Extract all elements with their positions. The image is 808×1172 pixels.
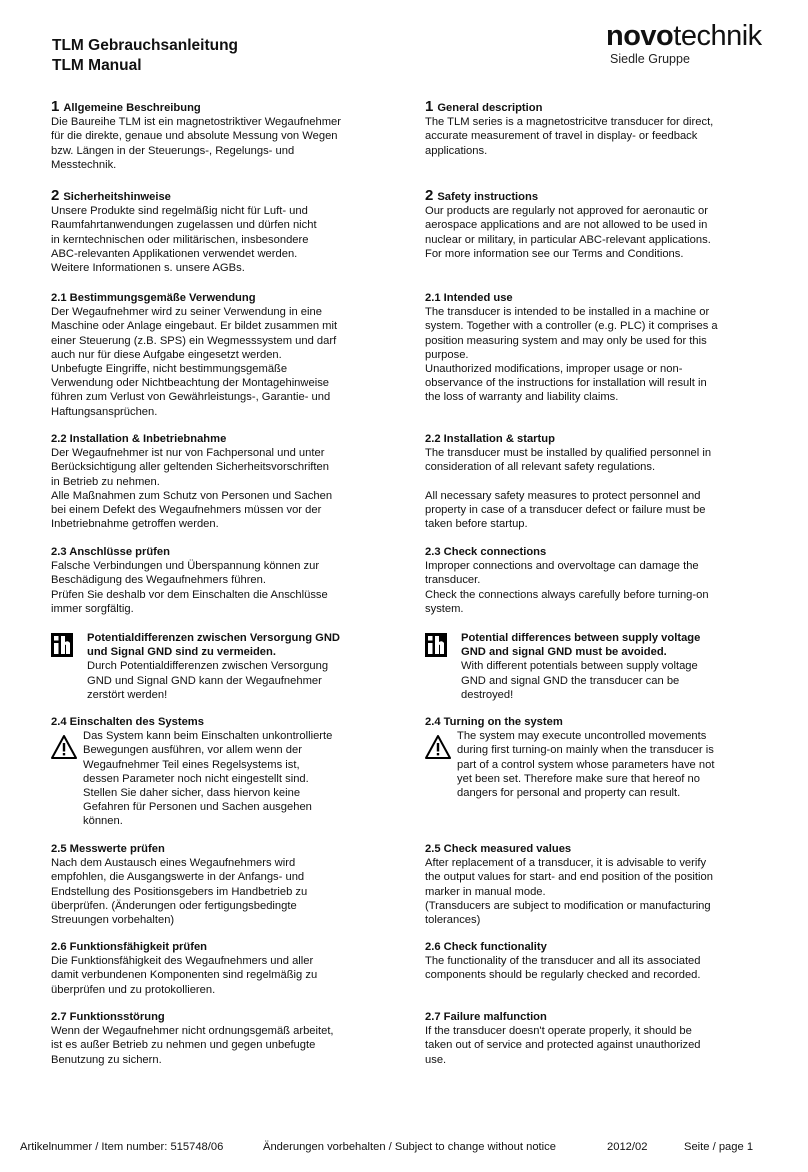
logo-subtitle: Siedle Gruppe <box>610 52 690 66</box>
section-2-4-en <box>425 715 785 800</box>
section-body: Das System kann beim Einschalten unkontrollierte Bewegungen ausführen, vor allem wenn der Wegaufnehmer Teil eines Regelsystems ist, dessen Parameter noch nicht eingestellt sind. Stellen Sie daher sicher, dass hiervon keine Gefahren für Personen und Sachen ausgehen können. <box>83 730 333 828</box>
section-2-4-de <box>51 715 411 829</box>
section-heading: 2.1 Intended use <box>425 292 513 304</box>
section-body: Our products are regularly not approved for aeronautic or aerospace applications and are not allowed to be used in nuclear or military, in particular ABC-relevant applications. For more information see our Terms and Conditions. <box>425 205 711 260</box>
section-1-en <box>425 100 785 158</box>
section-heading: 2.5 Messwerte prüfen <box>51 843 165 855</box>
logo-light: technik <box>673 20 762 52</box>
section-body: Unsere Produkte sind regelmäßig nicht für Luft- und Raumfahrtanwendungen zugelassen und dürfen nicht in kerntechnischen oder militärischen, insbesondere ABC-relevanten Applikationen verwendet werden. Weitere Informationen s. unsere AGBs. <box>51 205 317 275</box>
section-heading: 2.4 Turning on the system <box>425 716 563 728</box>
section-2-7-en <box>425 1010 785 1067</box>
footer-item-number: Artikelnummer / Item number: 515748/06 <box>20 1141 224 1153</box>
section-2-1-en <box>425 291 785 405</box>
section-heading: 2.7 Failure malfunction <box>425 1011 547 1023</box>
section-body: The system may execute uncontrolled movements during first turning-on mainly when the transducer is part of a control system whose parameters have not yet been set. Therefore make sure that hereof no dangers for personal and property can result. <box>457 730 715 800</box>
title-german: TLM Gebrauchsanleitung <box>52 37 239 54</box>
section-2-de <box>51 189 411 275</box>
title-english: TLM Manual <box>52 57 142 74</box>
footer-change-notice: Änderungen vorbehalten / Subject to change without notice <box>263 1141 556 1153</box>
section-heading: 2.3 Anschlüsse prüfen <box>51 546 170 558</box>
warning-icon <box>51 735 77 759</box>
section-body: Improper connections and overvoltage can damage the transducer. Check the connections always carefully before turning-on system. <box>425 560 709 615</box>
section-2-3-de <box>51 545 411 616</box>
logo-bold: novo <box>606 20 674 52</box>
section-heading: 2.7 Funktionsstörung <box>51 1011 165 1023</box>
section-body: Der Wegaufnehmer wird zu seiner Verwendung in eine Maschine oder Anlage eingebaut. Er bildet zusammen mit einer Steuerung (z.B. SPS) ein Wegmesssystem und darf auch nur für diese Aufgabe eingesetzt werden. Unbefugte Eingriffe, nicht bestimmungsgemäße Verwendung oder Nichtbeachtung der Montagehinweise führen zum Verlust von Gewährleistungs-, Garantie- und Haftungsansprüchen. <box>51 306 338 418</box>
page-title <box>52 36 238 76</box>
section-body: Der Wegaufnehmer ist nur von Fachpersonal und unter Berücksichtigung aller geltenden Sicherheitsvorschriften in Betrieb zu nehmen. Alle Maßnahmen zum Schutz von Personen und Sachen bei einem Defekt des Wegaufnehmers müssen vor der Inbetriebnahme getroffen werden. <box>51 447 333 531</box>
section-heading: 2.4 Einschalten des Systems <box>51 716 204 728</box>
section-2-2-en <box>425 432 785 531</box>
section-body: After replacement of a transducer, it is advisable to verify the output values for start- and end position of the position marker in manual mode. (Transducers are subject to modification or manufacturing tolerances) <box>425 857 713 927</box>
section-body: The functionality of the transducer and all its associated components should be regularly checked and recorded. <box>425 955 701 982</box>
section-2-en <box>425 189 785 261</box>
section-2-5-en <box>425 842 785 927</box>
section-heading: 2 Safety instructions <box>425 187 539 204</box>
warning-icon <box>425 735 451 759</box>
info-note-en <box>425 631 785 702</box>
note-body: With different potentials between supply voltage GND and signal GND the transducer can be destroyed! <box>461 660 698 701</box>
section-body: Falsche Verbindungen und Überspannung können zur Beschädigung des Wegaufnehmers führen. Prüfen Sie deshalb vor dem Einschalten die Anschlüsse immer sorgfältig. <box>51 560 328 615</box>
section-heading: 1 General description <box>425 98 543 115</box>
note-title: Potentialdifferenzen zwischen Versorgung GND und Signal GND sind zu vermeiden. <box>87 632 341 659</box>
section-heading: 2.1 Bestimmungsgemäße Verwendung <box>51 292 256 304</box>
section-body: The transducer must be installed by qualified personnel in consideration of all relevant safety regulations. <box>425 447 712 474</box>
note-title: Potential differences between supply voltage GND and signal GND must be avoided. <box>461 632 701 659</box>
section-heading: 1 Allgemeine Beschreibung <box>51 98 201 115</box>
section-body: Die Baureihe TLM ist ein magnetostriktiver Wegaufnehmer für die direkte, genaue und absolute Messung von Wegen bzw. Längen in der Steuerungs-, Regelungs- und Messtechnik. <box>51 116 341 171</box>
company-logo <box>606 20 762 66</box>
info-icon <box>51 633 73 657</box>
section-2-6-de <box>51 940 411 997</box>
note-body: Durch Potentialdifferenzen zwischen Versorgung GND und Signal GND kann der Wegaufnehmer zerstört werden! <box>87 660 329 701</box>
section-heading: 2.2 Installation & startup <box>425 433 555 445</box>
section-body: Die Funktionsfähigkeit des Wegaufnehmers und aller damit verbundenen Komponenten sind regelmäßig zu überprüfen und zu protokollieren. <box>51 955 318 996</box>
section-2-7-de <box>51 1010 411 1067</box>
footer-page-number: Seite / page 1 <box>684 1141 754 1153</box>
section-heading: 2.6 Funktionsfähigkeit prüfen <box>51 941 208 953</box>
info-note-de <box>51 631 411 702</box>
footer-date: 2012/02 <box>607 1141 648 1153</box>
section-heading: 2.2 Installation & Inbetriebnahme <box>51 433 227 445</box>
section-2-5-de <box>51 842 411 927</box>
section-2-6-en <box>425 940 785 983</box>
section-heading: 2.6 Check functionality <box>425 941 547 953</box>
section-2-1-de <box>51 291 411 419</box>
section-body: The TLM series is a magnetostricitve transducer for direct, accurate measurement of travel in display- or feedback applications. <box>425 116 714 157</box>
section-body: If the transducer doesn't operate properly, it should be taken out of service and protected against unauthorized use. <box>425 1025 701 1066</box>
section-2-2-de <box>51 432 411 531</box>
section-body: Wenn der Wegaufnehmer nicht ordnungsgemäß arbeitet, ist es außer Betrieb zu nehmen und gegen unbefugte Benutzung zu sichern. <box>51 1025 334 1066</box>
section-1-de <box>51 100 411 172</box>
section-body-2: All necessary safety measures to protect personnel and property in case of a transducer defect or failure must be taken before startup. <box>425 489 706 531</box>
section-heading: 2.5 Check measured values <box>425 843 572 855</box>
section-2-3-en <box>425 545 785 616</box>
section-body: The transducer is intended to be installed in a machine or system. Together with a controller (e.g. PLC) it comprises a position measuring system and may only be used for this purpose. Unauthorized modifications, improper usage or non- observance of the instructions for installation will result in the loss of warranty and liability claims. <box>425 306 718 404</box>
section-body: Nach dem Austausch eines Wegaufnehmers wird empfohlen, die Ausgangswerte in der Anfangs- und Endstellung des Positionsgebers im Handbetrieb zu überprüfen. (Änderungen oder fertigungsbedingte Streuungen vorbehalten) <box>51 857 308 927</box>
info-icon <box>425 633 447 657</box>
section-heading: 2.3 Check connections <box>425 546 547 558</box>
section-heading: 2 Sicherheitshinweise <box>51 187 171 204</box>
